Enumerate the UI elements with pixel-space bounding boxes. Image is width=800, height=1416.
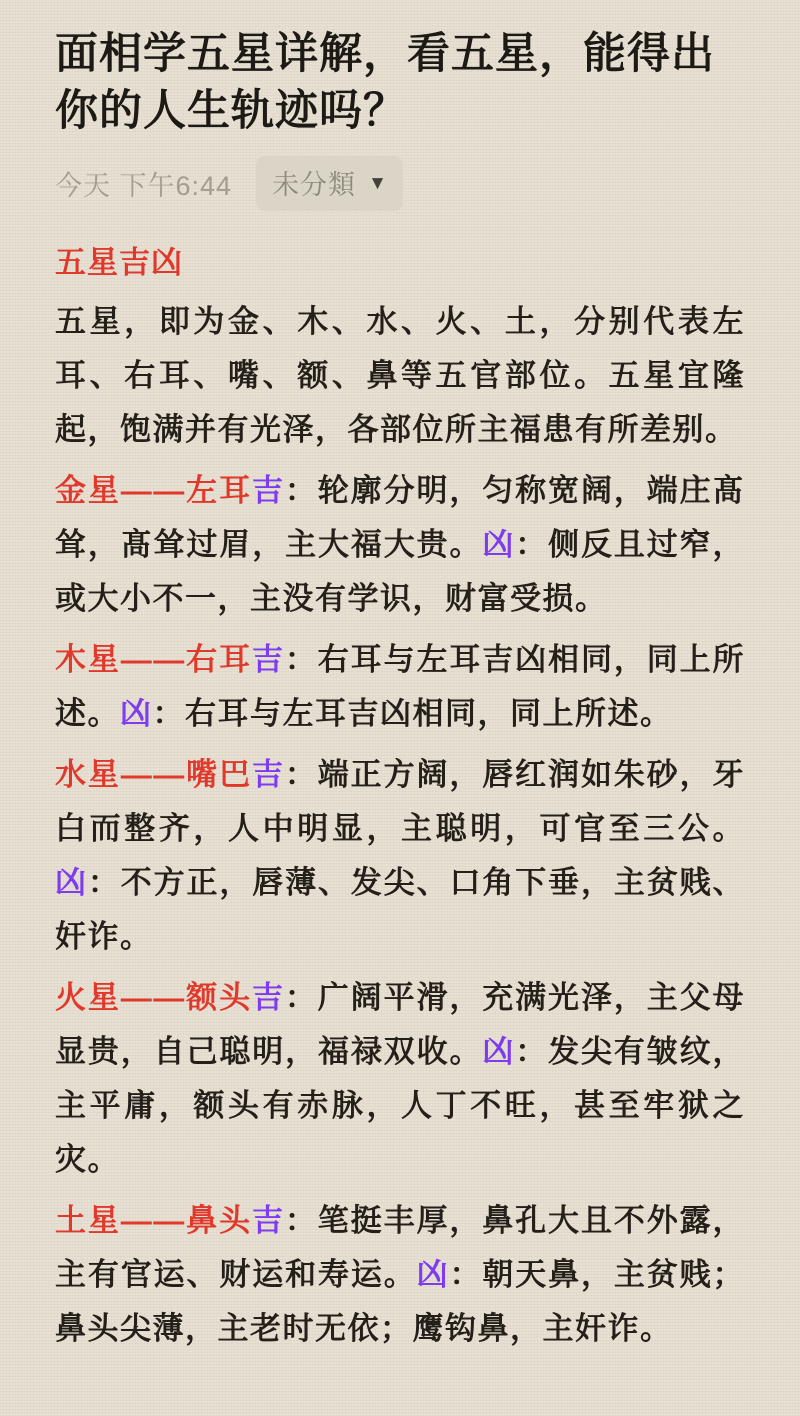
xiong-description: ：右耳与左耳吉凶相同，同上所述。: [152, 696, 673, 731]
xiong-description: ：不方正，唇薄、发尖、口角下垂，主贫贱、奸诈。: [55, 865, 745, 954]
xiong-label: 凶: [482, 527, 516, 562]
xiong-label: 凶: [416, 1257, 450, 1292]
star-name: 金星——左耳: [55, 473, 252, 508]
xiong-label: 凶: [482, 1034, 516, 1069]
page-title: 面相学五星详解，看五星，能得出你的人生轨迹吗？: [55, 30, 715, 135]
category-label: 未分類: [272, 169, 357, 200]
xiong-description: ：发尖有皱纹，主平庸，额头有赤脉，人丁不旺，甚至牢狱之灾。: [55, 1034, 745, 1177]
xiong-description: ：朝天鼻，主贫贱；鼻头尖薄，主老时无依；鹰钩鼻，主奸诈。: [55, 1257, 745, 1346]
star-entry-jinxing: [55, 464, 745, 626]
star-entry-muxing: [55, 633, 745, 741]
star-name: 水星——嘴巴: [55, 757, 252, 792]
star-entry-tuxing: [55, 1194, 745, 1356]
xiong-label: 凶: [120, 696, 153, 731]
ji-description: ：笔挺丰厚，鼻孔大且不外露，主有官运、财运和寿运。: [55, 1203, 746, 1292]
intro-paragraph: 五星，即为金、木、水、火、土，分别代表左耳、右耳、嘴、额、鼻等五官部位。五星宜隆起，饱满并有光泽，各部位所主福患有所差别。: [55, 304, 745, 447]
xiong-label: 凶: [55, 865, 88, 900]
star-name: 土星——鼻头: [55, 1203, 252, 1238]
xiong-description: ：侧反且过窄，或大小不一，主没有学识，财富受损。: [55, 527, 745, 616]
ji-description: ：广阔平滑，充满光泽，主父母显贵，自己聪明，福禄双收。: [55, 980, 746, 1069]
star-entry-shuixing: [55, 748, 745, 964]
chevron-down-icon: ▼: [368, 172, 387, 194]
category-dropdown[interactable]: [256, 156, 403, 211]
star-entry-huoxing: [55, 971, 745, 1187]
ji-label: 吉: [251, 473, 285, 508]
ji-label: 吉: [251, 757, 285, 792]
ji-label: 吉: [251, 642, 285, 677]
ji-description: ：轮廓分明，匀称宽阔，端庄髙耸，髙耸过眉，主大福大贵。: [55, 473, 746, 562]
star-name: 火星——额头: [55, 980, 252, 1015]
meta-row: [55, 160, 745, 206]
ji-label: 吉: [251, 980, 285, 1015]
timestamp: 今天 下午6:44: [55, 170, 233, 201]
section-heading: 五星吉凶: [55, 245, 183, 280]
ji-description: ：端正方阔，唇红润如朱砂，牙白而整齐，人中明显，主聪明，可官至三公。: [55, 757, 746, 846]
star-name: 木星——右耳: [55, 642, 252, 677]
ji-label: 吉: [251, 1203, 285, 1238]
ji-description: ：右耳与左耳吉凶相同，同上所述。: [55, 642, 746, 731]
